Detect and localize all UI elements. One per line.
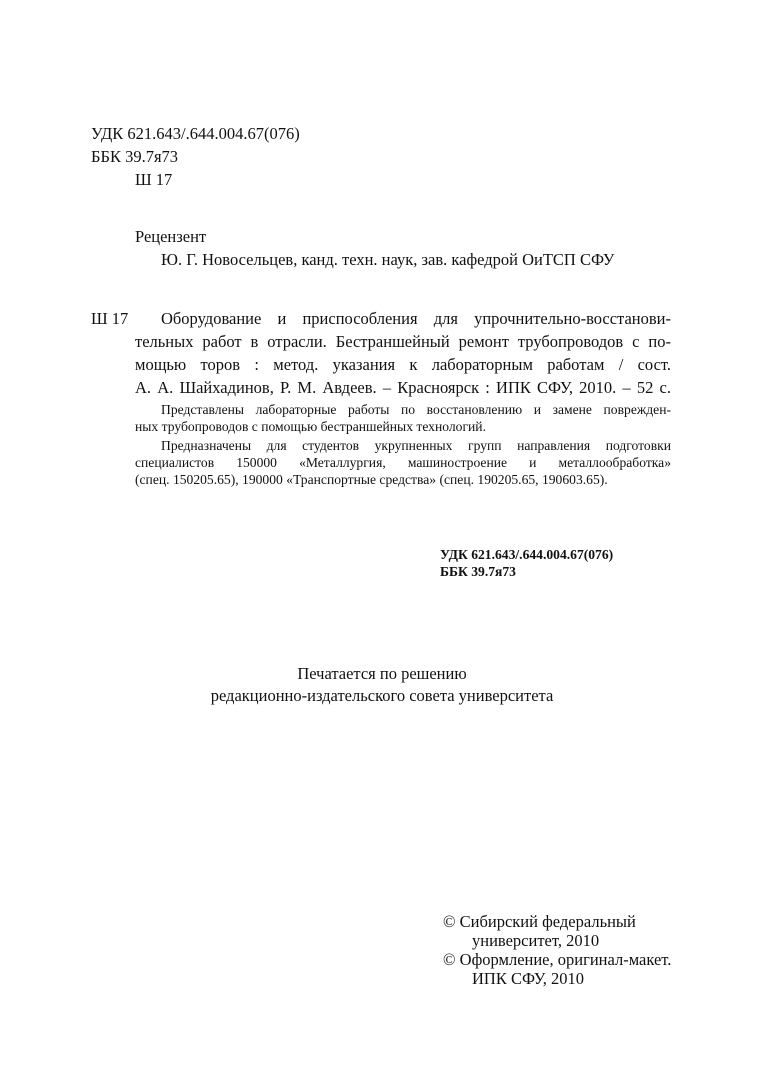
copyright-sfu-line1: © Сибирский федеральный <box>443 912 636 931</box>
classification-udk: УДК 621.643/.644.004.67(076) <box>440 547 614 562</box>
publication-note-line2: редакционно-издательского совета университета <box>210 686 554 705</box>
abstract-line: Представлены лабораторные работы по восстановлению и замене поврежден- <box>161 402 671 417</box>
copyright-layout-line2: ИПК СФУ, 2010 <box>472 969 584 988</box>
bibliography-line: А. А. Шайхадинов, Р. М. Авдеев. – Красноярск : ИПК СФУ, 2010. – 52 с. <box>135 378 671 397</box>
abstract-line: ных трубопроводов с помощью бестраншейных технологий. <box>135 419 486 434</box>
author-mark: Ш 17 <box>135 170 173 189</box>
publication-note-line1: Печатается по решению <box>297 664 467 683</box>
copyright-sfu-line2: университет, 2010 <box>472 931 600 950</box>
abstract-line: специалистов 150000 «Металлургия, машиностроение и металлообработка» <box>135 455 671 470</box>
udk-code: УДК 621.643/.644.004.67(076) <box>91 124 300 143</box>
reviewer-name: Ю. Г. Новосельцев, канд. техн. наук, зав. кафедрой ОиТСП СФУ <box>161 250 615 269</box>
bibliography-line: мощью торов : метод. указания к лабораторным работам / сост. <box>135 355 671 374</box>
abstract-line: (спец. 150205.65), 190000 «Транспортные средства» (спец. 190205.65, 190603.65). <box>135 472 608 487</box>
bibliography-line: Оборудование и приспособления для упрочнительно-восстанови- <box>161 309 671 328</box>
abstract-line: Предназначены для студентов укрупненных групп направления подготовки <box>161 438 671 453</box>
copyright-layout-line1: © Оформление, оригинал-макет. <box>443 950 672 969</box>
bibliography-mark: Ш 17 <box>91 309 129 328</box>
bbk-code: ББК 39.7я73 <box>91 147 179 166</box>
classification-bbk: ББК 39.7я73 <box>440 564 516 579</box>
reviewer-label: Рецензент <box>135 227 207 246</box>
bibliography-line: тельных работ в отрасли. Бестраншейный ремонт трубопроводов с по- <box>135 332 671 351</box>
